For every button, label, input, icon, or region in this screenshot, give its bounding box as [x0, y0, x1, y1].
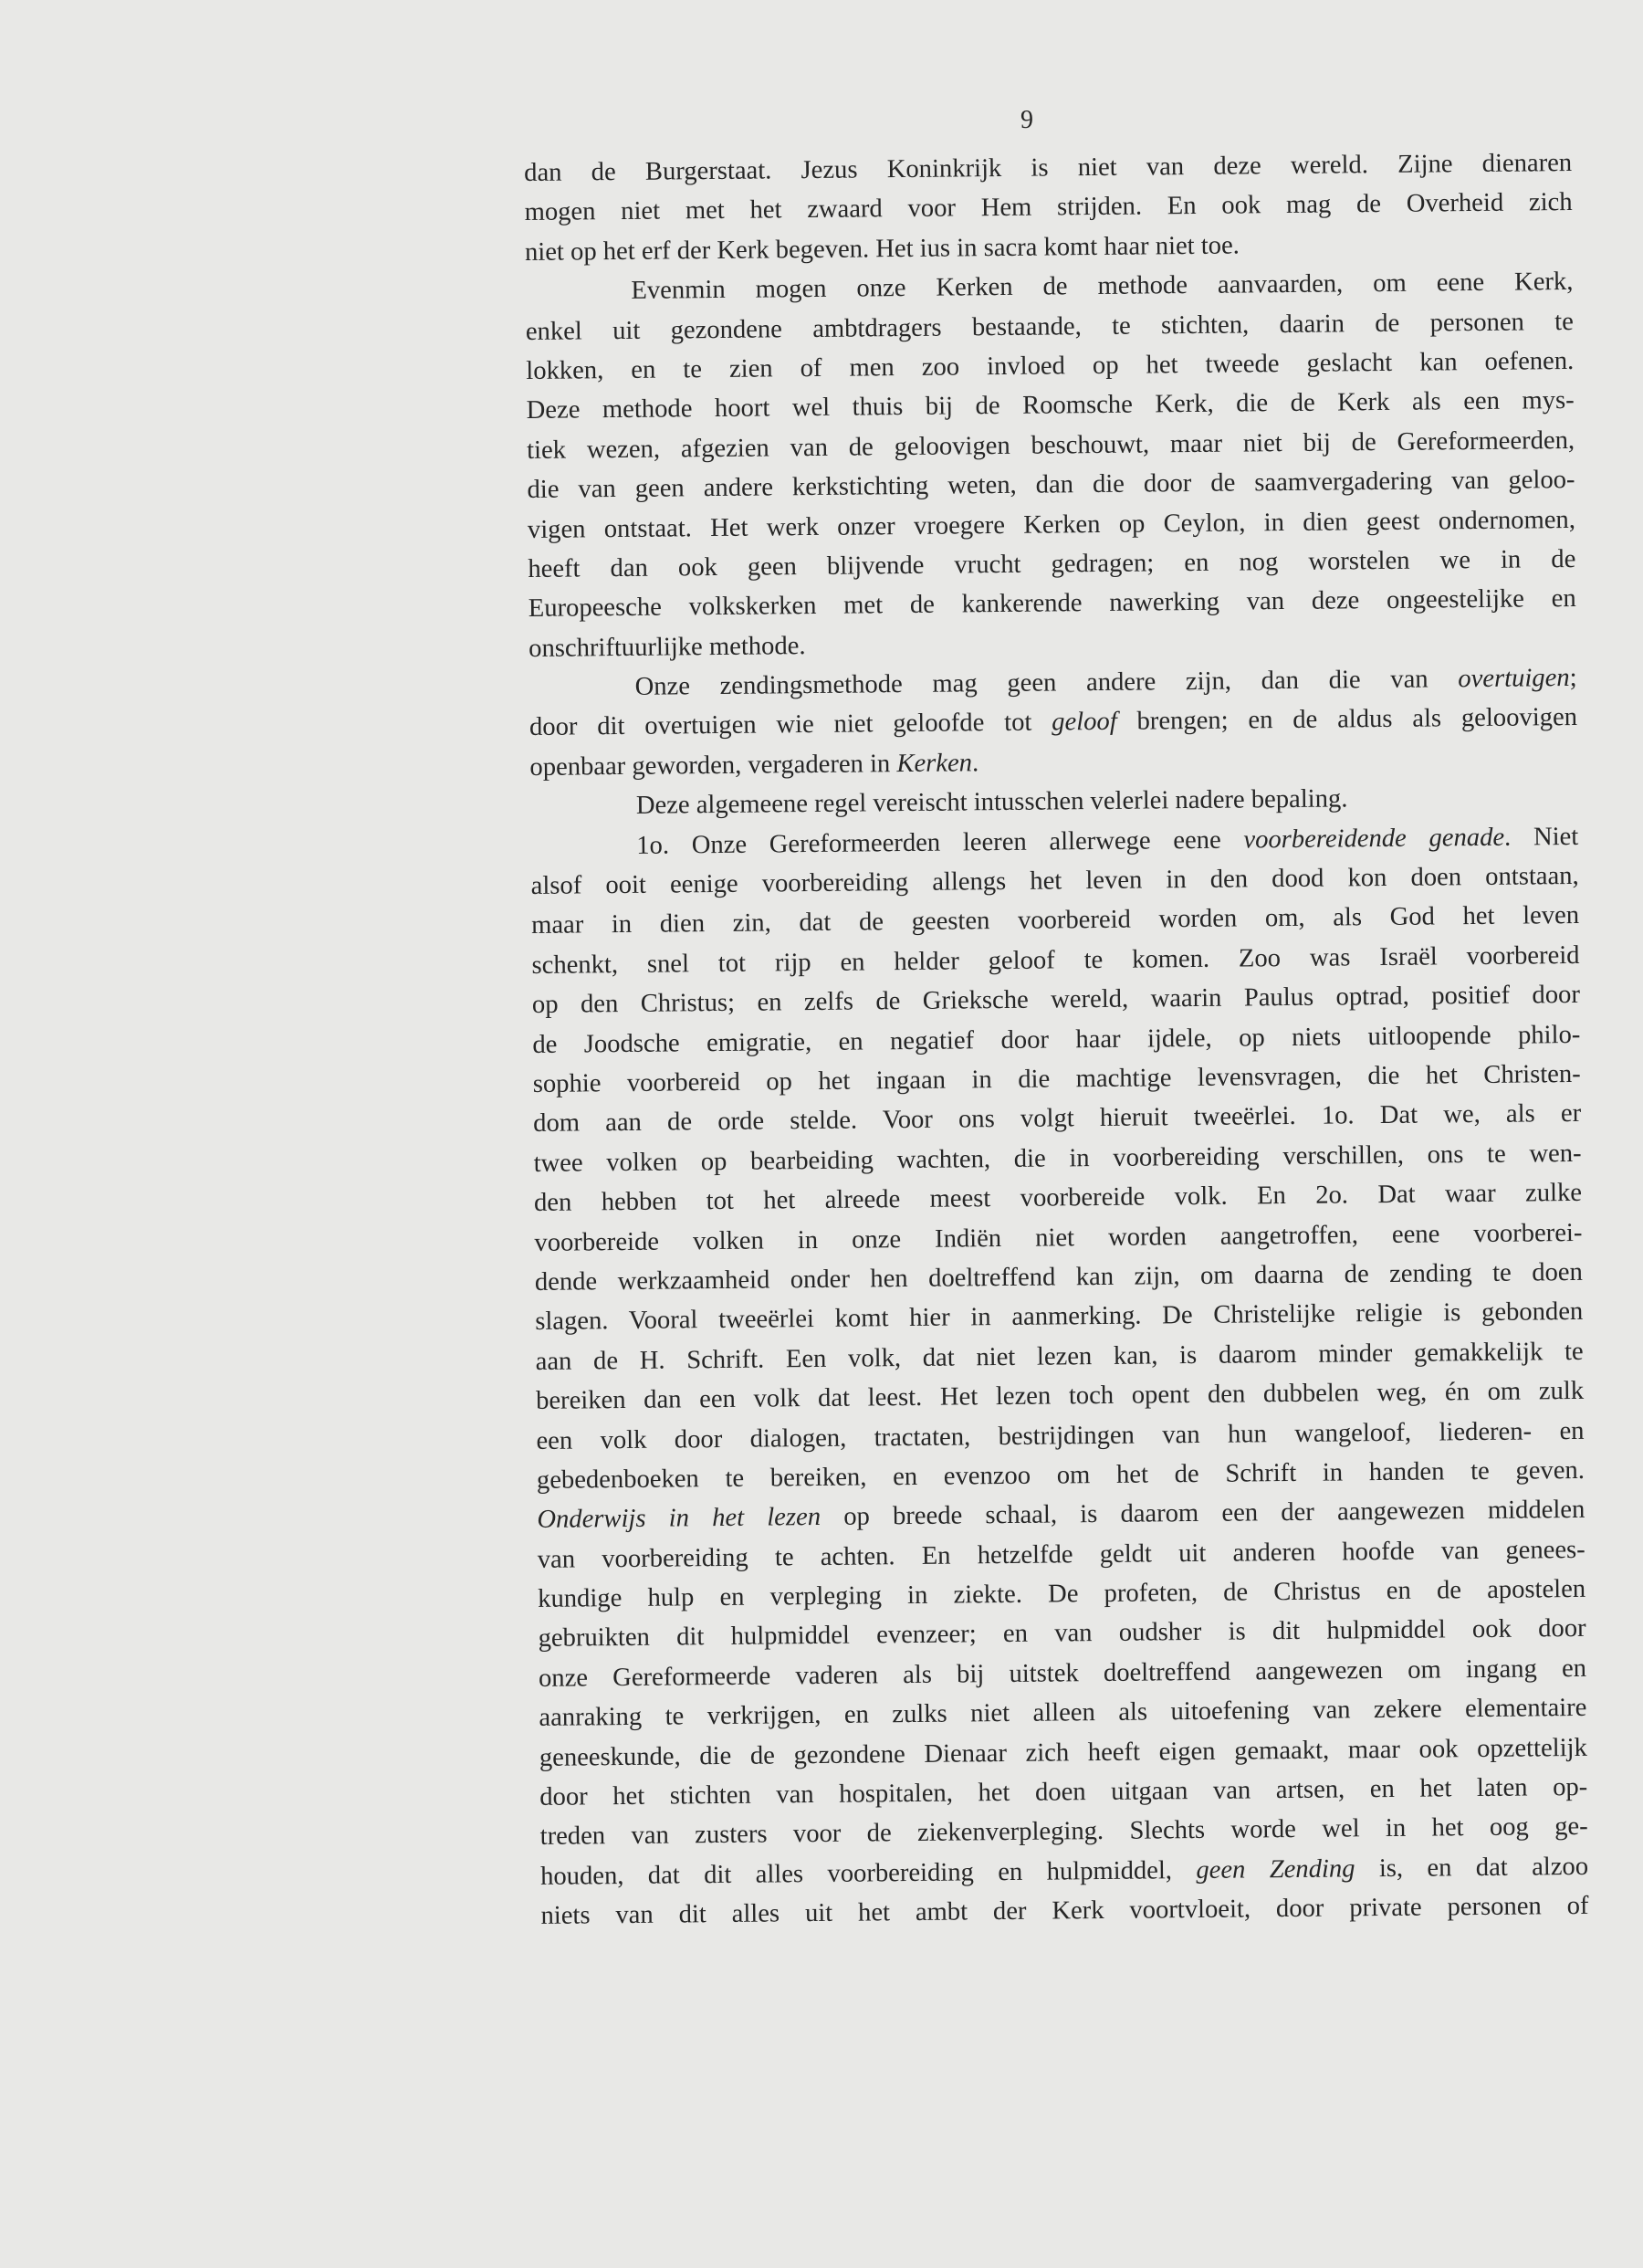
text-segment: alsof ooit eenige voorbereiding allengs het leven in den dood kon doen ontstaan, — [530, 861, 1579, 900]
text-segment: aanraking te verkrijgen, en zulks niet alleen als uitoefening van zekere elementaire — [539, 1694, 1587, 1733]
text-segment: sophie voorbereid op het ingaan in die machtige levensvragen, die het Christen- — [532, 1059, 1581, 1098]
text-segment: gebedenboeken te bereiken, en evenzoo om het de Schrift in handen te geven. — [536, 1455, 1585, 1495]
text-segment: niets van dit alles uit het ambt der Kerk voortvloeit, door private personen of — [540, 1892, 1589, 1931]
text-segment: . — [971, 749, 979, 778]
text-segment: Evenmin mogen onze Kerken de methode aanvaarden, om eene Kerk, — [631, 268, 1574, 306]
italic-text: Onderwijs in het lezen — [537, 1503, 822, 1535]
text-segment: geneeskunde, die de gezondene Dienaar zich heeft eigen gemaakt, maar ook opzettelijk — [539, 1733, 1587, 1772]
text-segment: maar in dien zin, dat de geesten voorbereid worden om, als God het leven — [530, 901, 1580, 940]
text-segment: die van geen andere kerkstichting weten, dan die door de saamvergadering van geloo- — [527, 466, 1575, 505]
text-segment: brengen; en de aldus als geloovigen — [1116, 703, 1578, 737]
text-segment: 1o. Onze Gereformeerden leeren allerwege eene — [636, 825, 1244, 860]
text-segment: heeft dan ook geen blijvende vrucht gedragen; en nog worstelen we in de — [528, 544, 1576, 583]
text-segment: voorbereide volken in onze Indiën niet worden aangetroffen, eene voorberei- — [534, 1218, 1583, 1257]
text-segment: ; — [1569, 664, 1577, 693]
text-segment: vigen ontstaat. Het werk onzer vroegere Kerken op Ceylon, in dien geest ondernomen, — [527, 505, 1576, 544]
text-segment: onschriftuurlijke methode. — [528, 631, 806, 663]
italic-text: voorbereidende genade — [1243, 823, 1505, 855]
text-segment: aan de H. Schrift. Een volk, dat niet lezen kan, is daarom minder gemakkelijk te — [535, 1337, 1584, 1376]
text-segment: dom aan de orde stelde. Voor ons volgt hieruit tweeërlei. 1o. Dat we, als er — [533, 1099, 1582, 1139]
text-segment: niet op het erf der Kerk begeven. Het ius in sacra komt haar niet toe. — [524, 231, 1240, 267]
page-number: 9 — [1020, 106, 1033, 134]
italic-text: Kerken — [896, 749, 973, 778]
text-segment: Deze algemeene regel vereischt intusschen velerlei nadere bepaling. — [635, 784, 1348, 821]
text-segment: kundige hulp en verpleging in ziekte. De profeten, de Christus en de apostelen — [538, 1574, 1586, 1613]
text-segment: door het stichten van hospitalen, het doen uitgaan van artsen, en het laten op- — [539, 1772, 1588, 1811]
italic-text: geloof — [1052, 708, 1117, 737]
text-segment: de Joodsche emigratie, en negatief door haar ijdele, op niets uitloopende philo- — [532, 1020, 1581, 1059]
text-segment: gebruikten dit hulpmiddel evenzeer; en van oudsher is dit hulpmiddel ook door — [538, 1614, 1586, 1654]
text-segment: houden, dat dit alles voorbereiding en hulpmiddel, — [539, 1855, 1197, 1891]
text-segment: tiek wezen, afgezien van de geloovigen beschouwt, maar niet bij de Gereformeerden, — [526, 425, 1575, 465]
italic-text: geen Zending — [1196, 1854, 1355, 1885]
text-segment: bereiken dan een volk dat leest. Het lezen toch opent den dubbelen weg, én om zulk — [535, 1377, 1585, 1416]
text-segment: den hebben tot het alreede meest voorbereide volk. En 2o. Dat waar zulke — [533, 1179, 1583, 1218]
body-text — [524, 143, 1589, 1937]
text-segment: openbaar geworden, vergaderen in — [529, 749, 897, 782]
text-segment: Europeesche volkskerken met de kankerende nawerking van deze ongeestelijke en — [528, 584, 1576, 624]
text-segment: slagen. Vooral tweeërlei komt hier in aanmerking. De Christelijke religie is gebonden — [535, 1297, 1584, 1337]
text-segment: . Niet — [1503, 822, 1579, 852]
text-segment: door dit overtuigen wie niet geloofde tot — [528, 708, 1052, 742]
text-segment: onze Gereformeerde vaderen als bij uitstek doeltreffend aangewezen om ingang en — [538, 1654, 1587, 1693]
text-segment: op den Christus; en zelfs de Grieksche wereld, waarin Paulus optrad, positief door — [531, 981, 1581, 1020]
text-segment: van voorbereiding te achten. En hetzelfde geldt uit anderen hoofde van genees- — [537, 1535, 1585, 1574]
text-segment: schenkt, snel tot rijp en helder geloof te komen. Zoo was Israël voorbereid — [531, 940, 1580, 980]
text-segment: lokken, en te zien of men zoo invloed op het tweede geslacht kan oefenen. — [526, 346, 1575, 385]
text-segment: is, en dat alzoo — [1355, 1852, 1589, 1884]
text-segment: op breede schaal, is daarom een der aangewezen middelen — [820, 1496, 1585, 1532]
text-segment: treden van zusters voor de ziekenverpleging. Slechts worde wel in het oog ge- — [539, 1812, 1588, 1852]
text-segment: een volk door dialogen, tractaten, bestrijdingen van hun wangeloof, liederen- en — [536, 1416, 1585, 1455]
text-segment: Deze methode hoort wel thuis bij de Roomsche Kerk, die de Kerk als een mys- — [526, 386, 1575, 425]
text-segment: twee volken op bearbeiding wachten, die in voorbereiding verschillen, ons te wen- — [533, 1139, 1582, 1178]
text-segment: dende werkzaamheid onder hen doeltreffend kan zijn, om daarna de zending te doen — [534, 1257, 1583, 1297]
italic-text: overtuigen — [1458, 664, 1570, 694]
text-segment: mogen niet met het zwaard voor Hem strijden. En ook mag de Overheid zich — [524, 188, 1573, 227]
text-segment: enkel uit gezondene ambtdragers bestaande, te stichten, daarin de personen te — [525, 307, 1574, 346]
text-segment: Onze zendingsmethode mag geen andere zijn, dan die van — [634, 665, 1459, 701]
text-segment: dan de Burgerstaat. Jezus Koninkrijk is niet van deze wereld. Zijne dienaren — [524, 148, 1573, 187]
